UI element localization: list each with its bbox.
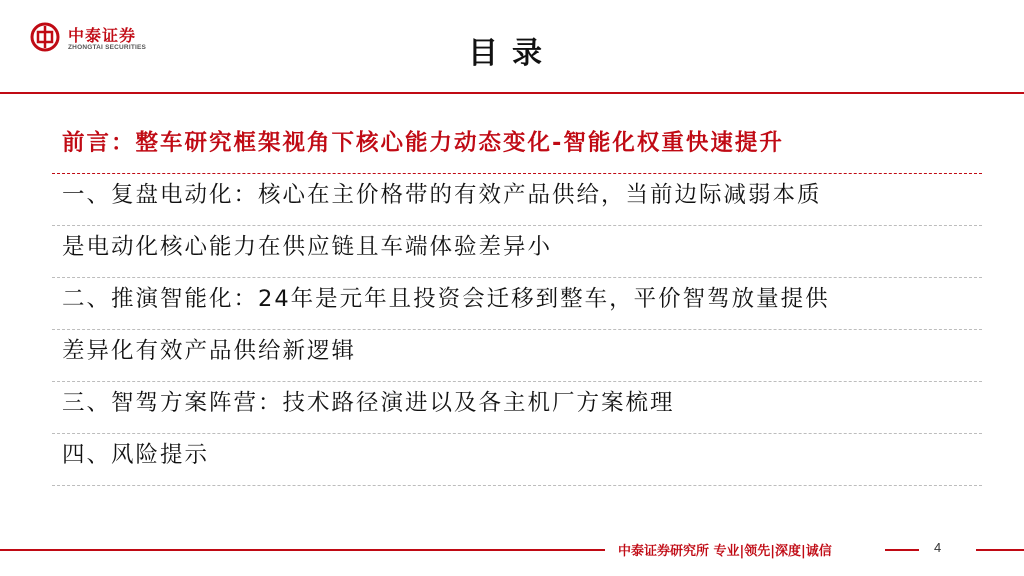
footer-divider-left (0, 549, 605, 551)
logo-name-cn: 中泰证券 (68, 26, 137, 45)
page-title: 目录 (468, 36, 556, 71)
toc-line-section1-cont[interactable]: 是电动化核心能力在供应链且车端体验差异小 (52, 226, 982, 278)
toc-line-section2[interactable]: 二、推演智能化：24年是元年且投资会迁移到整车，平价智驾放量提供 (52, 278, 982, 330)
table-of-contents (52, 122, 982, 486)
toc-line-section2-cont[interactable]: 差异化有效产品供给新逻辑 (52, 330, 982, 382)
page-number: 4 (934, 540, 942, 555)
footer-tagline: 中泰证券研究所 专业|领先|深度|诚信 (618, 544, 832, 559)
toc-line-preface[interactable]: 前言：整车研究框架视角下核心能力动态变化-智能化权重快速提升 (52, 122, 982, 174)
toc-line-section3[interactable]: 三、智驾方案阵营：技术路径演进以及各主机厂方案梳理 (52, 382, 982, 434)
footer-divider-right (976, 549, 1024, 551)
footer-divider-mid (885, 549, 919, 551)
title-divider (0, 92, 1024, 94)
logo-name-en: ZHONGTAI SECURITIES (68, 44, 147, 51)
toc-line-section4[interactable]: 四、风险提示 (52, 434, 982, 486)
toc-line-section1[interactable]: 一、复盘电动化：核心在主价格带的有效产品供给，当前边际减弱本质 (52, 174, 982, 226)
